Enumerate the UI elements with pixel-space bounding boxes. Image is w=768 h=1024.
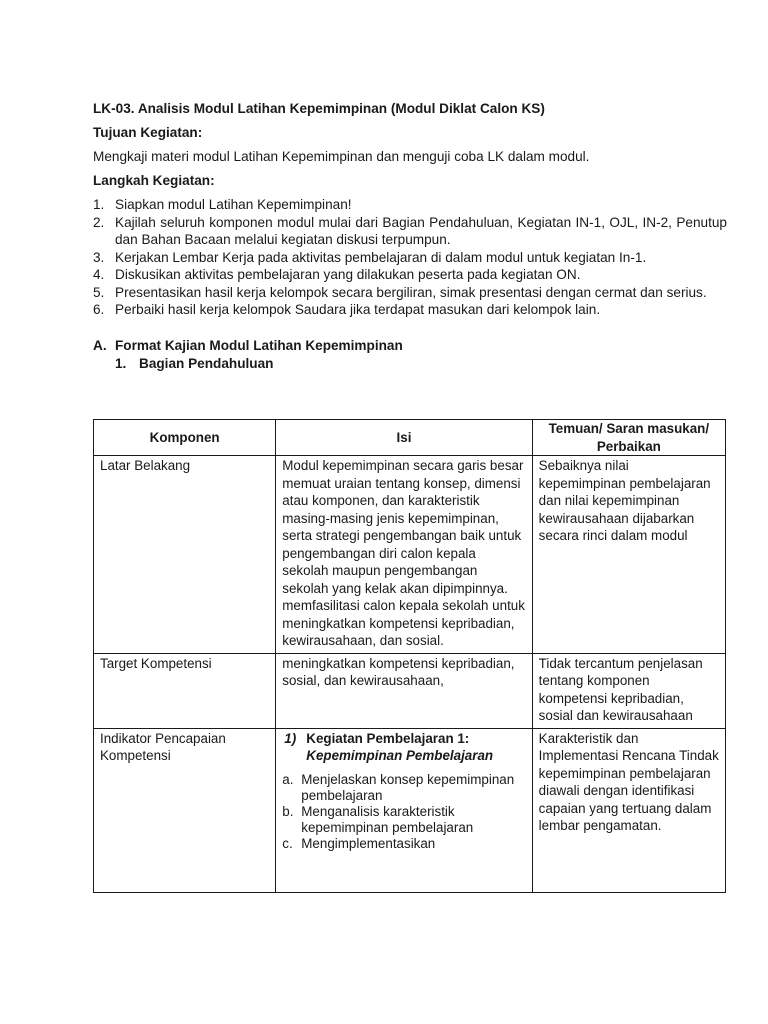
cell-temuan: Karakteristik dan Implementasi Rencana Tindak kepemimpinan pembelajaran diawali dengan identifikasi capaian yang tertuang dalam lembar pengamatan.: [532, 728, 725, 892]
section-a1-heading: 1. Bagian Pendahuluan: [115, 355, 274, 371]
header-komponen: Komponen: [94, 420, 276, 456]
langkah-item: 2. Kajilah seluruh komponen modul mulai dari Bagian Pendahuluan, Kegiatan IN-1, OJL, IN-2, Penutup dan Bahan Bacaan melalui kegiatan diskusi terpumpun.: [93, 214, 727, 247]
langkah-item: 6. Perbaiki hasil kerja kelompok Saudara jika terdapat masukan dari kelompok lain.: [93, 302, 601, 317]
table-row: [94, 456, 726, 654]
list-item: a. Menjelaskan konsep kepemimpinan pembelajaran: [282, 771, 515, 803]
tujuan-heading: Tujuan Kegiatan:: [93, 125, 203, 140]
document-title: LK-03. Analisis Modul Latihan Kepemimpinan (Modul Diklat Calon KS): [93, 101, 545, 116]
header-isi: Isi: [276, 420, 532, 456]
langkah-item: 5. Presentasikan hasil kerja kelompok secara bergiliran, simak presentasi dengan cermat dan serius.: [93, 284, 707, 300]
cell-temuan: Tidak tercantum penjelasan tentang komponen kompetensi kepribadian, sosial dan kewirausahaan: [532, 653, 725, 728]
tujuan-text: Mengkaji materi modul Latihan Kepemimpinan dan menguji coba LK dalam modul.: [93, 149, 590, 164]
kegiatan-title: 1) Kegiatan Pembelajaran 1: Kepemimpinan Pembelajaran: [284, 730, 494, 763]
table-row: [94, 728, 726, 892]
cell-isi: meningkatkan kompetensi kepribadian, sosial, dan kewirausahaan,: [276, 653, 532, 728]
cell-komponen: Target Kompetensi: [94, 653, 276, 728]
langkah-item: 4. Diskusikan aktivitas pembelajaran yang dilakukan peserta pada kegiatan ON.: [93, 267, 581, 282]
cell-komponen: Latar Belakang: [94, 456, 276, 654]
table-row: [94, 653, 726, 728]
langkah-item: 3. Kerjakan Lembar Kerja pada aktivitas pembelajaran di dalam modul untuk kegiatan In-1.: [93, 249, 647, 265]
section-a-heading: A. Format Kajian Modul Latihan Kepemimpinan: [93, 337, 403, 353]
document-page: [93, 100, 727, 373]
cell-temuan: Sebaiknya nilai kepemimpinan pembelajaran dan nilai kepemimpinan kewirausahaan dijabarkan secara rinci dalam modul: [532, 456, 725, 654]
langkah-heading: Langkah Kegiatan:: [93, 173, 215, 188]
cell-isi: [276, 728, 532, 892]
cell-komponen: Indikator Pencapaian Kompetensi: [94, 728, 276, 892]
cell-isi: Modul kepemimpinan secara garis besar memuat uraian tentang konsep, dimensi atau komponen, dan karakteristik masing-masing jenis kepemimpinan, serta strategi pengembangan baik untuk pengembangan diri calon kepala sekolah maupun pengembangan sekolah yang kelak akan dipimpinnya. memfasilitasi calon kepala sekolah untuk meningkatkan kompetensi kepribadian, kewirausahaan, dan sosial.: [276, 456, 532, 654]
list-item: b. Menganalisis karakteristik kepemimpinan pembelajaran: [282, 803, 474, 835]
kajian-table: [93, 419, 726, 893]
langkah-item: 1. Siapkan modul Latihan Kepemimpinan!: [93, 197, 352, 212]
list-item: c. Mengimplementasikan: [282, 835, 436, 851]
kegiatan-indikator-list: [282, 772, 525, 852]
langkah-list: [93, 196, 727, 319]
table-header-row: [94, 420, 726, 456]
header-temuan: Temuan/ Saran masukan/ Perbaikan: [532, 420, 725, 456]
